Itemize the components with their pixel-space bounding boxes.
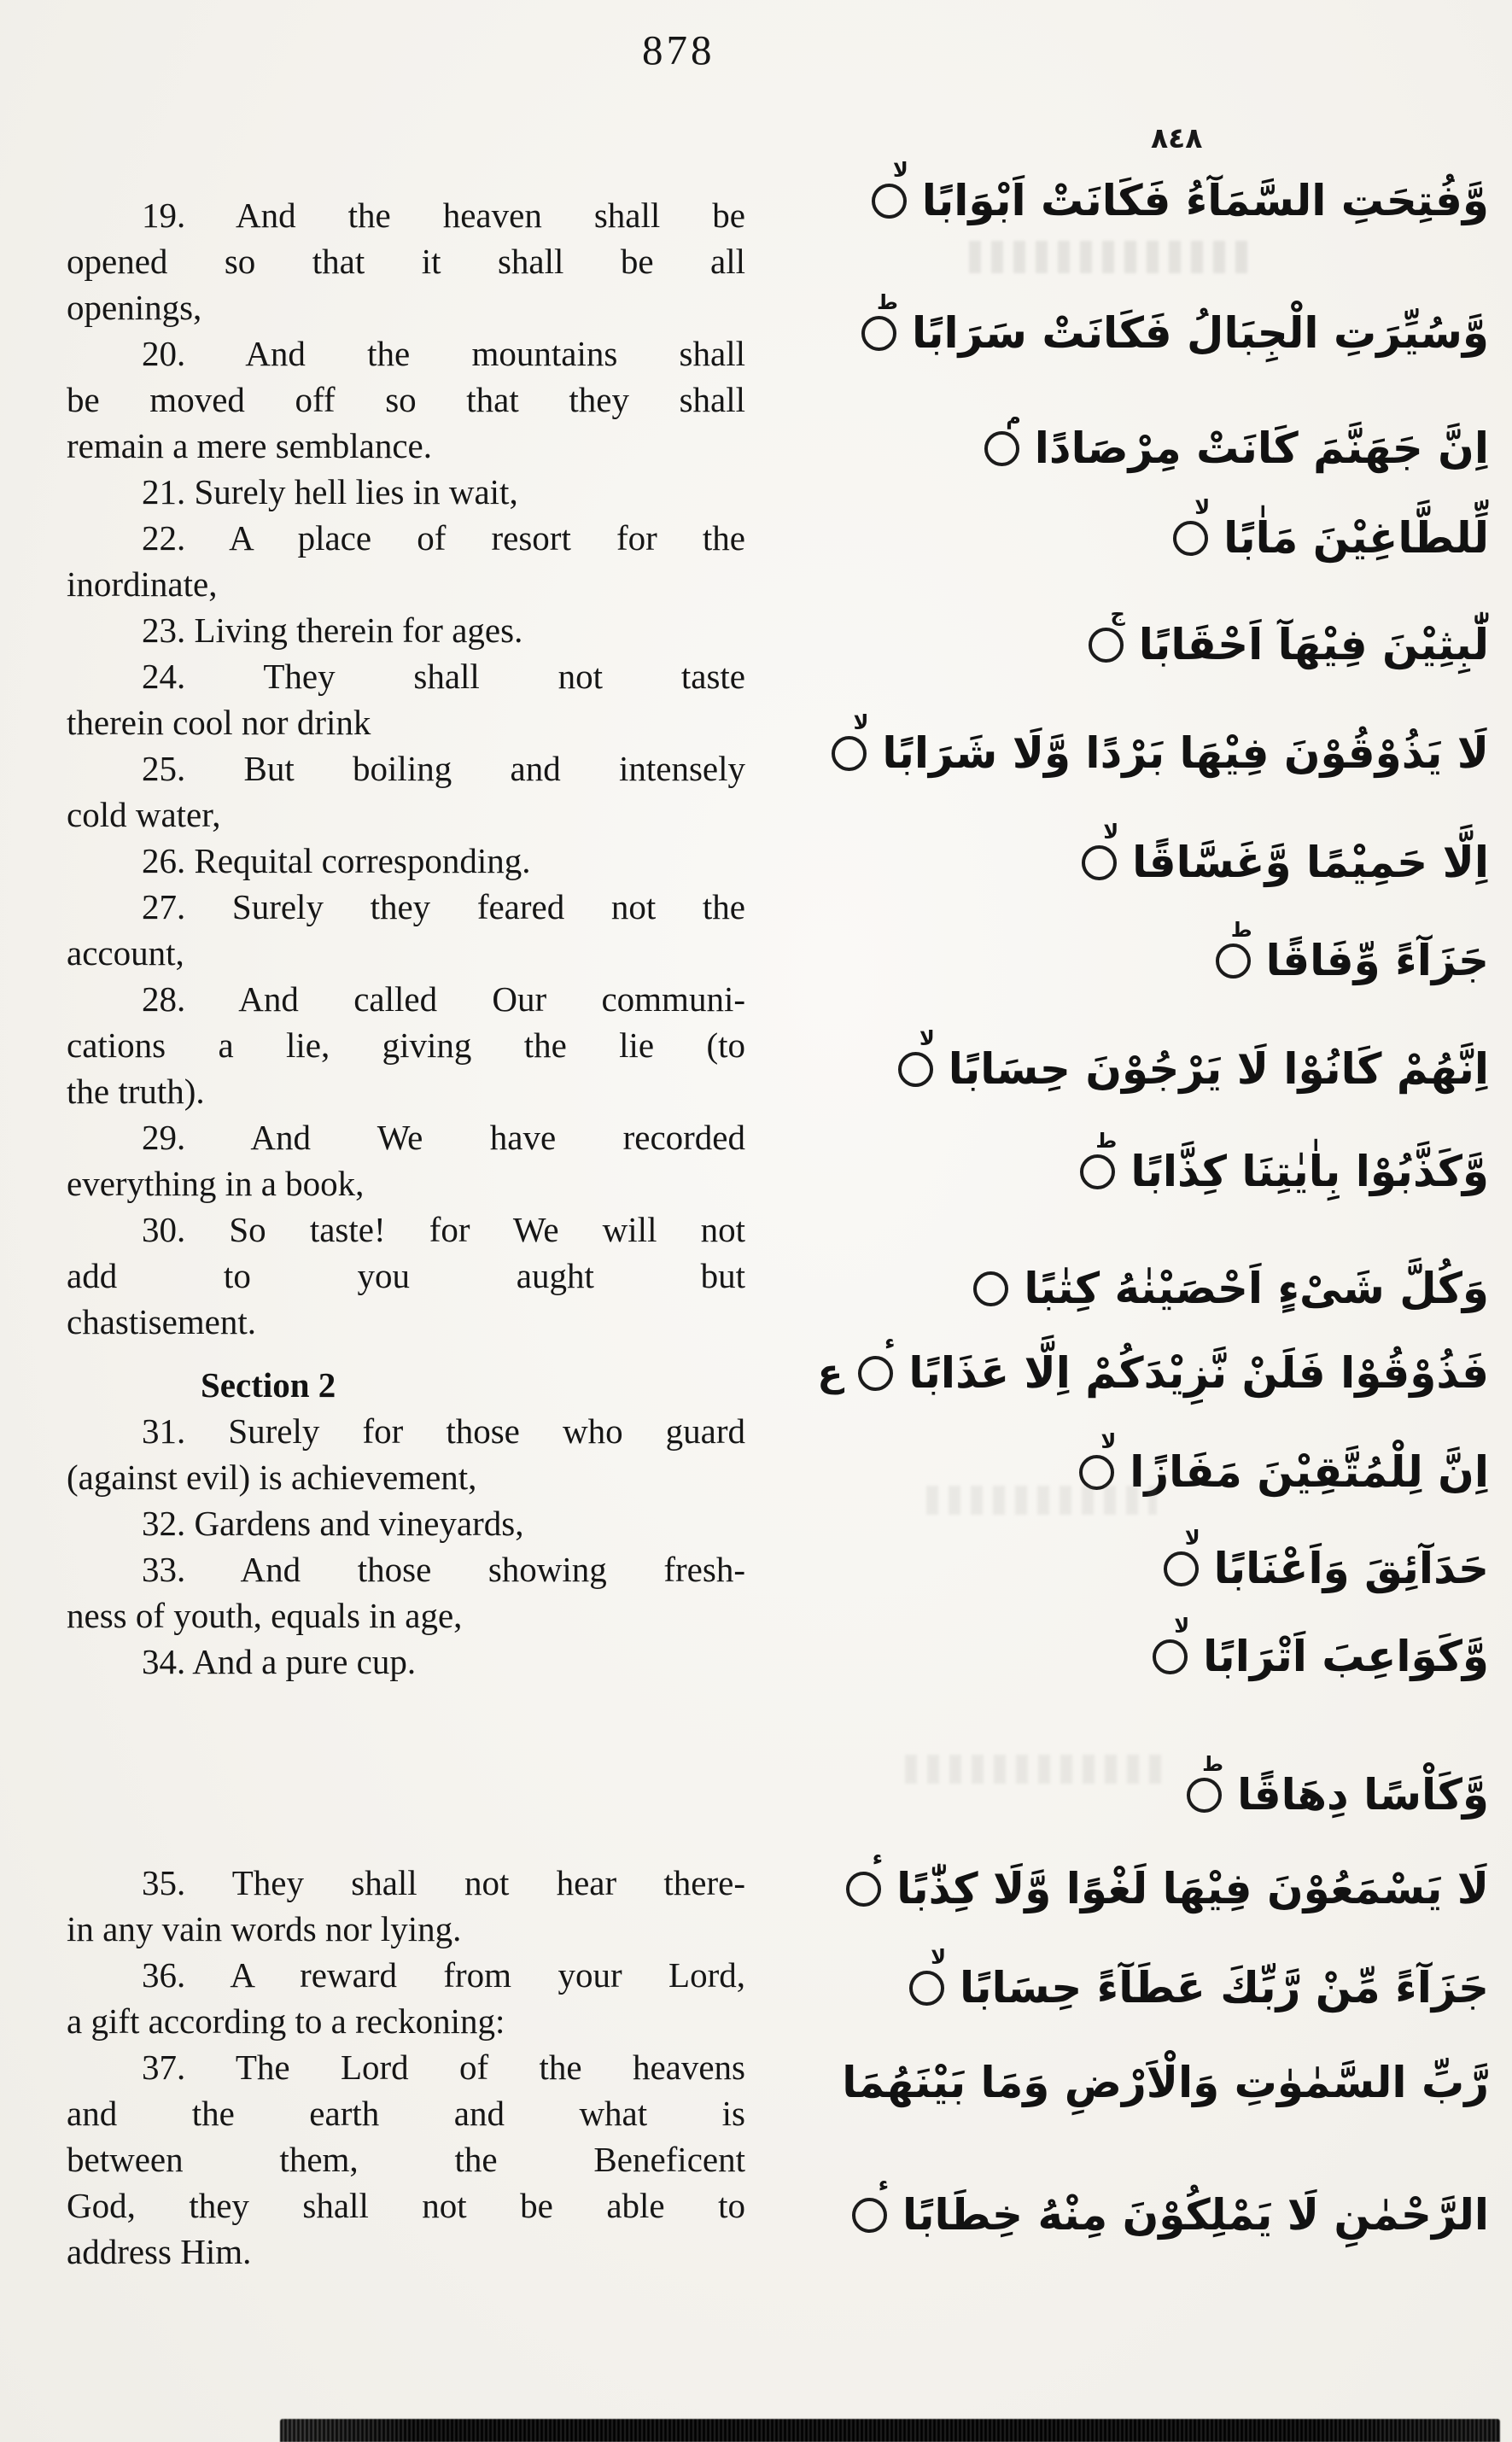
- arabic-verse-line: [760, 1425, 1489, 1519]
- english-verse-line: 32. Gardens and vineyards,: [142, 1504, 524, 1543]
- waqf-mark: لا: [853, 710, 869, 734]
- ayah-end-circle-icon: [858, 1329, 896, 1391]
- arabic-verse-line: [760, 286, 1489, 380]
- arabic-verse-text: لَا يَسْمَعُوْنَ فِيْهَا لَغْوًا وَّلَا كِذّٰبًا: [896, 1864, 1489, 1913]
- english-verse-line: 20. And the mountains shall: [142, 334, 745, 373]
- waqf-mark: م: [1006, 405, 1021, 429]
- english-verse-line: cations a lie, giving the lie (to: [67, 1025, 745, 1065]
- english-verse-line: remain a mere semblance.: [67, 426, 432, 465]
- arabic-verse-line: [760, 1022, 1489, 1116]
- ayah-end-circle-icon: [1079, 1428, 1117, 1490]
- arabic-verse-text: فَذُوْقُوْا فَلَنْ نَّزِيْدَكُمْ اِلَّا عَذَابًا: [908, 1348, 1489, 1398]
- english-translation-column: [67, 192, 745, 2275]
- english-verse-line: 37. The Lord of the heavens: [142, 2048, 745, 2087]
- arabic-verse-text: وَّكَاْسًا دِهَاقًا: [1237, 1770, 1489, 1820]
- ruku-mark: ع: [817, 1351, 844, 1395]
- waqf-mark: ط: [1095, 1128, 1118, 1153]
- english-verse-line: opened so that it shall be all: [67, 242, 745, 281]
- english-verse-line: 21. Surely hell lies in wait,: [142, 472, 518, 511]
- english-verse-line: 31. Surely for those who guard: [142, 1411, 745, 1451]
- english-verse-line: God, they shall not be able to: [67, 2186, 745, 2225]
- scanner-shadow-bar: [280, 2419, 1500, 2442]
- ayah-end-circle-icon: [973, 1271, 1008, 1306]
- arabic-verse-line: [760, 815, 1489, 909]
- waqf-mark: لا: [1100, 1428, 1117, 1453]
- english-verse-line: add to you aught but: [67, 1256, 745, 1295]
- english-verse-line: address Him.: [67, 2232, 252, 2271]
- waqf-mark: لا: [919, 1025, 935, 1050]
- english-verse-line: 29. And We have recorded: [142, 1118, 745, 1157]
- english-verse-line: ness of youth, equals in age,: [67, 1596, 463, 1635]
- arabic-verse-line: [760, 491, 1489, 585]
- english-verse-line: 23. Living therein for ages.: [142, 610, 523, 650]
- english-verse-line: 30. So taste! for We will not: [142, 1210, 745, 1249]
- ayah-end-circle-icon: [852, 2171, 889, 2233]
- ayah-end-circle-icon: [909, 1944, 947, 2006]
- ayah-end-circle-icon: [1216, 917, 1252, 979]
- english-verse-line: openings,: [67, 288, 202, 327]
- arabic-verse-line: [760, 914, 1489, 1008]
- ayah-end-circle-icon: [832, 710, 869, 771]
- ayah-end-circle-icon: [872, 157, 908, 219]
- waqf-mark: لا: [931, 1944, 947, 1969]
- arabic-verse-text: الرَّحْمٰنِ لَا يَمْلِكُوْنَ مِنْهُ خِطَابًا: [902, 2190, 1489, 2240]
- english-verse-line: 22. A place of resort for the: [142, 518, 745, 558]
- english-verse-line: 26. Requital corresponding.: [142, 841, 531, 880]
- english-verse-line: (against evil) is achievement,: [67, 1458, 477, 1497]
- waqf-mark: لا: [1103, 819, 1119, 844]
- arabic-verse-text: وَّكَوَاعِبَ اَتْرَابًا: [1203, 1632, 1489, 1681]
- english-verse-line: everything in a book,: [67, 1164, 365, 1203]
- english-verse-line: 27. Surely they feared not the: [142, 887, 745, 926]
- column-gap: [67, 1685, 745, 1860]
- ayah-end-circle-icon: [1082, 819, 1119, 880]
- waqf-mark: ط: [1230, 917, 1252, 942]
- arabic-verse-line: [760, 401, 1489, 495]
- english-verse-line: cold water,: [67, 795, 221, 834]
- arabic-verse-text: وَّفُتِحَتِ السَّمَآءُ فَكَانَتْ اَبْوَابًا: [921, 176, 1489, 225]
- arabic-verse-text: اِنَّ جَهَنَّمَ كَانَتْ مِرْصَادًا: [1034, 424, 1489, 473]
- waqf-mark: لا: [1184, 1525, 1200, 1550]
- arabic-verse-line: [760, 598, 1489, 692]
- english-verse-line: 19. And the heaven shall be: [142, 196, 745, 235]
- arabic-verse-line: [760, 1522, 1489, 1615]
- english-verse-line: be moved off so that they shall: [67, 380, 745, 419]
- english-verse-line: therein cool nor drink: [67, 703, 371, 742]
- english-verse-line: account,: [67, 933, 184, 973]
- arabic-verse-line: [760, 1748, 1489, 1842]
- ayah-end-circle-icon: [861, 289, 898, 351]
- arabic-folio-number: ٨٤٨: [1151, 121, 1203, 155]
- arabic-verse-line: [760, 154, 1489, 248]
- english-verse-line: between them, the Beneficent: [67, 2140, 745, 2179]
- ayah-end-circle-icon: [846, 1845, 884, 1907]
- arabic-verse-text: لِّلطَّاغِيْنَ مَاٰبًا: [1223, 513, 1489, 563]
- english-verse-line: 25. But boiling and intensely: [142, 749, 745, 788]
- english-verse-line: inordinate,: [67, 564, 218, 604]
- ayah-end-circle-icon: [1153, 1613, 1190, 1674]
- ayah-end-circle-icon: [898, 1025, 935, 1087]
- english-verse-line: and the earth and what is: [67, 2094, 745, 2133]
- waqf-mark: ء: [872, 1845, 884, 1870]
- arabic-verse-text: اِلَّا حَمِيْمًا وَّغَسَّاقًا: [1132, 838, 1489, 887]
- arabic-verse-line: [760, 1941, 1489, 2035]
- arabic-verse-line: [760, 1610, 1489, 1703]
- english-verse-line: 33. And those showing fresh-: [142, 1550, 745, 1589]
- english-verse-line: 35. They shall not hear there-: [142, 1863, 745, 1902]
- waqf-mark: ء: [878, 2171, 889, 2196]
- english-verse-line: chastisement.: [67, 1302, 257, 1341]
- ayah-end-circle-icon: [1164, 1525, 1200, 1586]
- waqf-mark: ج: [1110, 601, 1125, 626]
- ayah-end-circle-icon: [1080, 1128, 1118, 1189]
- english-verse-line: 36. A reward from your Lord,: [142, 1955, 745, 1995]
- section-heading: Section 2: [201, 1365, 336, 1405]
- arabic-verse-text: وَكُلَّ شَىْءٍ اَحْصَيْنٰهُ كِتٰبًا: [1024, 1264, 1489, 1313]
- arabic-verse-text: وَّسُيِّرَتِ الْجِبَالُ فَكَانَتْ سَرَابًا: [911, 308, 1489, 358]
- arabic-verse-text: وَّكَذَّبُوْا بِاٰيٰتِنَا كِذَّابًا: [1130, 1147, 1489, 1196]
- ayah-end-circle-icon: [1173, 494, 1211, 556]
- arabic-verse-text: لَا يَذُوْقُوْنَ فِيْهَا بَرْدًا وَّلَا شَرَابًا: [882, 728, 1489, 778]
- waqf-mark: لا: [892, 157, 908, 182]
- waqf-mark: ط: [877, 289, 898, 314]
- english-verse-line: the truth).: [67, 1072, 205, 1111]
- waqf-mark: لا: [1194, 494, 1211, 519]
- english-verse-line: in any vain words nor lying.: [67, 1909, 462, 1948]
- arabic-text-column: [811, 0, 1499, 2442]
- arabic-verse-line: [760, 2036, 1489, 2129]
- arabic-verse-text: حَدَآئِقَ وَاَعْنَابًا: [1213, 1544, 1489, 1593]
- arabic-verse-text: اِنَّ لِلْمُتَّقِيْنَ مَفَازًا: [1130, 1447, 1489, 1497]
- english-verse-line: 24. They shall not taste: [142, 657, 745, 696]
- arabic-verse-text: رَّبِّ السَّمٰوٰتِ وَالْاَرْضِ وَمَا بَيْنَهُمَا: [842, 2058, 1489, 2107]
- ayah-end-circle-icon: [1187, 1751, 1224, 1813]
- arabic-verse-text: جَزَآءً مِّنْ رَّبِّكَ عَطَآءً حِسَابًا: [960, 1963, 1489, 2013]
- arabic-verse-line: [760, 1125, 1489, 1218]
- arabic-verse-line: [760, 1241, 1489, 1335]
- ayah-end-circle-icon: [984, 405, 1021, 466]
- english-verse-line: a gift according to a reckoning:: [67, 2001, 505, 2041]
- english-verse-line: 34. And a pure cup.: [142, 1642, 417, 1681]
- arabic-verse-line: [760, 2168, 1489, 2262]
- ayah-end-circle-icon: [1089, 601, 1125, 663]
- arabic-verse-line: [760, 1326, 1489, 1420]
- english-verse-line: 28. And called Our communi-: [142, 979, 745, 1019]
- arabic-verse-text: جَزَآءً وِّفَاقًا: [1265, 936, 1489, 985]
- waqf-mark: ط: [1202, 1751, 1224, 1776]
- arabic-verse-line: [760, 706, 1489, 800]
- page-number: 878: [642, 26, 715, 73]
- waqf-mark: لا: [1174, 1613, 1190, 1638]
- waqf-mark: ء: [884, 1329, 896, 1354]
- arabic-verse-text: اِنَّهُمْ كَانُوْا لَا يَرْجُوْنَ حِسَابًا: [948, 1044, 1489, 1094]
- arabic-verse-line: [760, 1842, 1489, 1936]
- arabic-verse-text: لّٰبِثِيْنَ فِيْهَآ اَحْقَابًا: [1138, 620, 1489, 669]
